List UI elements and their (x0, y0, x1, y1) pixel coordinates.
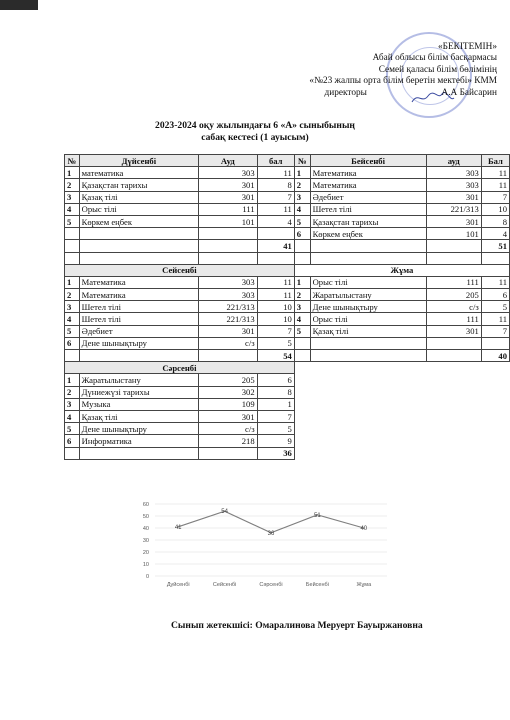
table-row (65, 191, 510, 203)
lesson-score: 11 (257, 167, 294, 179)
empty-cell (257, 252, 294, 264)
data-label: 51 (314, 512, 321, 519)
header-room: ауд (426, 155, 481, 167)
lesson-score: 10 (481, 203, 509, 215)
lesson-room (426, 337, 481, 349)
x-tick-label: Бейсенбі (305, 582, 329, 588)
empty-cell (426, 240, 481, 252)
lesson-room: 109 (199, 398, 258, 410)
empty-cell (294, 435, 509, 447)
header-num: № (294, 155, 310, 167)
y-tick-label: 50 (142, 514, 149, 520)
lesson-subject: Көркем еңбек (79, 215, 198, 227)
total-score: 40 (481, 350, 509, 362)
director-name: А.А Байсарин (441, 87, 497, 98)
table-row (65, 301, 510, 313)
lesson-subject: Информатика (79, 435, 198, 447)
schedule-subtitle: сабақ кестесі (1 ауысым) (201, 132, 309, 143)
lesson-room: с/з (199, 423, 258, 435)
table-row (65, 264, 510, 276)
lesson-subject: Математика (79, 276, 198, 288)
lesson-room: 221/313 (199, 301, 258, 313)
empty-cell (79, 350, 198, 362)
lesson-room: 101 (199, 215, 258, 227)
total-score: 36 (257, 447, 294, 459)
table-row (65, 155, 510, 167)
approval-word: «БЕКІТЕМІН» (437, 42, 497, 52)
lesson-score: 7 (481, 325, 509, 337)
empty-cell (310, 350, 426, 362)
lesson-number: 3 (65, 398, 80, 410)
lesson-room: 303 (199, 289, 258, 301)
table-row (65, 337, 510, 349)
lesson-score: 11 (257, 276, 294, 288)
lesson-score: 10 (257, 301, 294, 313)
lesson-score: 7 (257, 325, 294, 337)
lesson-subject (79, 228, 198, 240)
lesson-room: 111 (426, 313, 481, 325)
lesson-room: 303 (426, 167, 481, 179)
lesson-room: 301 (426, 215, 481, 227)
lesson-number: 2 (65, 179, 80, 191)
lesson-number: 5 (294, 325, 310, 337)
lesson-number: 5 (65, 325, 80, 337)
empty-cell (199, 447, 258, 459)
lesson-score: 8 (481, 215, 509, 227)
lesson-score: 8 (257, 179, 294, 191)
lesson-subject: Орыс тілі (79, 203, 198, 215)
class-teacher: Сынып жетекшісі: Омаралинова Меруерт Бауыржановна (171, 620, 423, 631)
empty-cell (294, 252, 310, 264)
scan-edge-mark (0, 0, 38, 10)
schedule-title: 2023-2024 оқу жылындағы 6 «А» сыныбының (155, 120, 355, 131)
lesson-number: 1 (65, 167, 80, 179)
lesson-subject (310, 337, 426, 349)
lesson-room: 302 (199, 386, 258, 398)
lesson-room: 111 (426, 276, 481, 288)
table-row (65, 423, 510, 435)
empty-cell (79, 240, 198, 252)
table-row (65, 386, 510, 398)
lesson-score (257, 228, 294, 240)
header-num: № (65, 155, 80, 167)
lesson-room: 301 (426, 191, 481, 203)
table-row (65, 398, 510, 410)
lesson-number: 1 (294, 276, 310, 288)
lesson-subject: Әдебиет (310, 191, 426, 203)
lesson-number (294, 337, 310, 349)
y-tick-label: 60 (142, 502, 149, 508)
total-score: 41 (257, 240, 294, 252)
x-tick-label: Сәрсенбі (259, 582, 283, 588)
empty-cell (426, 350, 481, 362)
day-name: Сейсенбі (65, 264, 295, 276)
lesson-room: 301 (199, 179, 258, 191)
lesson-number: 2 (294, 289, 310, 301)
lesson-number: 4 (294, 203, 310, 215)
lesson-number (65, 228, 80, 240)
empty-cell (481, 252, 509, 264)
lesson-score: 5 (257, 423, 294, 435)
table-row (65, 289, 510, 301)
lesson-number: 3 (65, 301, 80, 313)
lesson-score (481, 337, 509, 349)
lesson-number: 1 (65, 276, 80, 288)
lesson-number: 6 (65, 435, 80, 447)
lesson-number: 4 (65, 203, 80, 215)
lesson-room: с/з (426, 301, 481, 313)
table-row (65, 252, 510, 264)
header-day: Бейсенбі (310, 155, 426, 167)
empty-cell (199, 350, 258, 362)
y-tick-label: 20 (142, 550, 149, 556)
y-tick-label: 40 (142, 526, 149, 532)
lesson-number: 3 (294, 301, 310, 313)
lesson-number: 1 (65, 374, 80, 386)
empty-cell (294, 374, 509, 386)
empty-cell (65, 447, 80, 459)
x-tick-label: Жұма (356, 582, 372, 588)
lesson-score: 1 (257, 398, 294, 410)
empty-cell (65, 252, 80, 264)
data-label: 40 (360, 526, 368, 532)
total-score: 51 (481, 240, 509, 252)
approval-line-3: «№23 жалпы орта білім беретін мектебі» КММ (309, 76, 497, 87)
y-tick-label: 10 (142, 562, 149, 568)
data-label: 54 (221, 509, 228, 516)
lesson-score: 5 (481, 301, 509, 313)
lesson-room: 303 (426, 179, 481, 191)
table-row (65, 203, 510, 215)
header-score: Бал (481, 155, 509, 167)
data-label: 36 (267, 530, 275, 537)
lesson-score: 6 (481, 289, 509, 301)
lesson-room (199, 228, 258, 240)
empty-cell (294, 362, 509, 374)
series-line (178, 511, 364, 533)
lesson-number: 1 (294, 167, 310, 179)
lesson-number: 2 (65, 386, 80, 398)
lesson-number: 2 (294, 179, 310, 191)
lesson-score: 9 (257, 435, 294, 447)
table-row (65, 362, 510, 374)
empty-cell (65, 350, 80, 362)
y-tick-label: 30 (142, 538, 149, 544)
table-row (65, 276, 510, 288)
lesson-room: 301 (199, 325, 258, 337)
lesson-number: 2 (65, 289, 80, 301)
director-label: директоры (324, 87, 367, 98)
lesson-subject: Шетел тілі (79, 301, 198, 313)
schedule-table (64, 154, 510, 460)
lesson-score: 11 (481, 167, 509, 179)
empty-cell (199, 252, 258, 264)
table-row (65, 179, 510, 191)
lesson-subject: Көркем еңбек (310, 228, 426, 240)
lesson-number: 3 (294, 191, 310, 203)
lesson-score: 7 (257, 410, 294, 422)
table-row (65, 410, 510, 422)
lesson-score: 11 (481, 179, 509, 191)
lesson-room: 205 (199, 374, 258, 386)
lesson-score: 7 (481, 191, 509, 203)
lesson-score: 11 (257, 289, 294, 301)
lesson-score: 11 (481, 276, 509, 288)
day-name: Жұма (294, 264, 509, 276)
lesson-score: 10 (257, 313, 294, 325)
empty-cell (294, 447, 509, 459)
lesson-subject: Дене шынықтыру (310, 301, 426, 313)
lesson-score: 5 (257, 337, 294, 349)
empty-cell (65, 240, 80, 252)
lesson-room: 303 (199, 276, 258, 288)
day-name: Сәрсенбі (65, 362, 295, 374)
lesson-room: 303 (199, 167, 258, 179)
header-score: бал (257, 155, 294, 167)
lesson-subject: Орыс тілі (310, 276, 426, 288)
table-row (65, 325, 510, 337)
lesson-subject: Жаратылыстану (79, 374, 198, 386)
lesson-number: 5 (65, 215, 80, 227)
lesson-subject: Қазақ тілі (79, 191, 198, 203)
table-row (65, 215, 510, 227)
empty-cell (426, 252, 481, 264)
lesson-room: 205 (426, 289, 481, 301)
lesson-subject: Музыка (79, 398, 198, 410)
lesson-room: 221/313 (426, 203, 481, 215)
lesson-room: 301 (199, 410, 258, 422)
daily-score-chart (125, 494, 405, 594)
lesson-room: с/з (199, 337, 258, 349)
lesson-subject: Жаратылыстану (310, 289, 426, 301)
approval-line-2: Семей қаласы білім бөлімінің (378, 64, 497, 75)
empty-cell (294, 240, 310, 252)
lesson-score: 8 (257, 386, 294, 398)
lesson-room: 221/313 (199, 313, 258, 325)
header-day: Дүйсенбі (79, 155, 198, 167)
table-row (65, 313, 510, 325)
empty-cell (294, 398, 509, 410)
table-row (65, 374, 510, 386)
x-tick-label: Сейсенбі (212, 582, 237, 588)
empty-cell (79, 447, 198, 459)
empty-cell (294, 423, 509, 435)
lesson-subject: Шетел тілі (310, 203, 426, 215)
lesson-number: 5 (294, 215, 310, 227)
empty-cell (79, 252, 198, 264)
lesson-subject: Математика (310, 179, 426, 191)
table-row (65, 350, 510, 362)
y-tick-label: 0 (145, 574, 149, 580)
lesson-subject: Дүниежүзі тарихы (79, 386, 198, 398)
lesson-number: 6 (65, 337, 80, 349)
empty-cell (199, 240, 258, 252)
lesson-number: 3 (65, 191, 80, 203)
lesson-subject: Математика (79, 289, 198, 301)
lesson-room: 111 (199, 203, 258, 215)
lesson-score: 4 (257, 215, 294, 227)
lesson-number: 4 (294, 313, 310, 325)
lesson-score: 7 (257, 191, 294, 203)
lesson-subject: Дене шынықтыру (79, 423, 198, 435)
lesson-room: 101 (426, 228, 481, 240)
lesson-subject: Қазақстан тарихы (79, 179, 198, 191)
approval-line-1: Абай облысы білім басқармасы (372, 53, 497, 64)
lesson-score: 4 (481, 228, 509, 240)
empty-cell (294, 350, 310, 362)
lesson-score: 11 (257, 203, 294, 215)
table-row (65, 167, 510, 179)
lesson-subject: Қазақ тілі (79, 410, 198, 422)
lesson-subject: Орыс тілі (310, 313, 426, 325)
header-room: Ауд (199, 155, 258, 167)
lesson-room: 301 (426, 325, 481, 337)
table-row (65, 240, 510, 252)
lesson-number: 5 (65, 423, 80, 435)
lesson-number: 6 (294, 228, 310, 240)
table-row (65, 228, 510, 240)
lesson-subject: Математика (310, 167, 426, 179)
empty-cell (294, 410, 509, 422)
approval-block (237, 42, 497, 99)
lesson-score: 6 (257, 374, 294, 386)
lesson-subject: математика (79, 167, 198, 179)
lesson-subject: Дене шынықтыру (79, 337, 198, 349)
data-label: 41 (174, 524, 182, 531)
table-row (65, 447, 510, 459)
table-row (65, 435, 510, 447)
empty-cell (310, 240, 426, 252)
lesson-subject: Әдебиет (79, 325, 198, 337)
x-tick-label: Дүйсенбі (166, 582, 190, 588)
lesson-number: 4 (65, 313, 80, 325)
approval-director (237, 88, 497, 99)
empty-cell (294, 386, 509, 398)
lesson-subject: Шетел тілі (79, 313, 198, 325)
lesson-subject: Қазақстан тарихы (310, 215, 426, 227)
lesson-number: 4 (65, 410, 80, 422)
lesson-room: 218 (199, 435, 258, 447)
lesson-subject: Қазақ тілі (310, 325, 426, 337)
total-score: 54 (257, 350, 294, 362)
lesson-room: 301 (199, 191, 258, 203)
empty-cell (310, 252, 426, 264)
lesson-score: 11 (481, 313, 509, 325)
